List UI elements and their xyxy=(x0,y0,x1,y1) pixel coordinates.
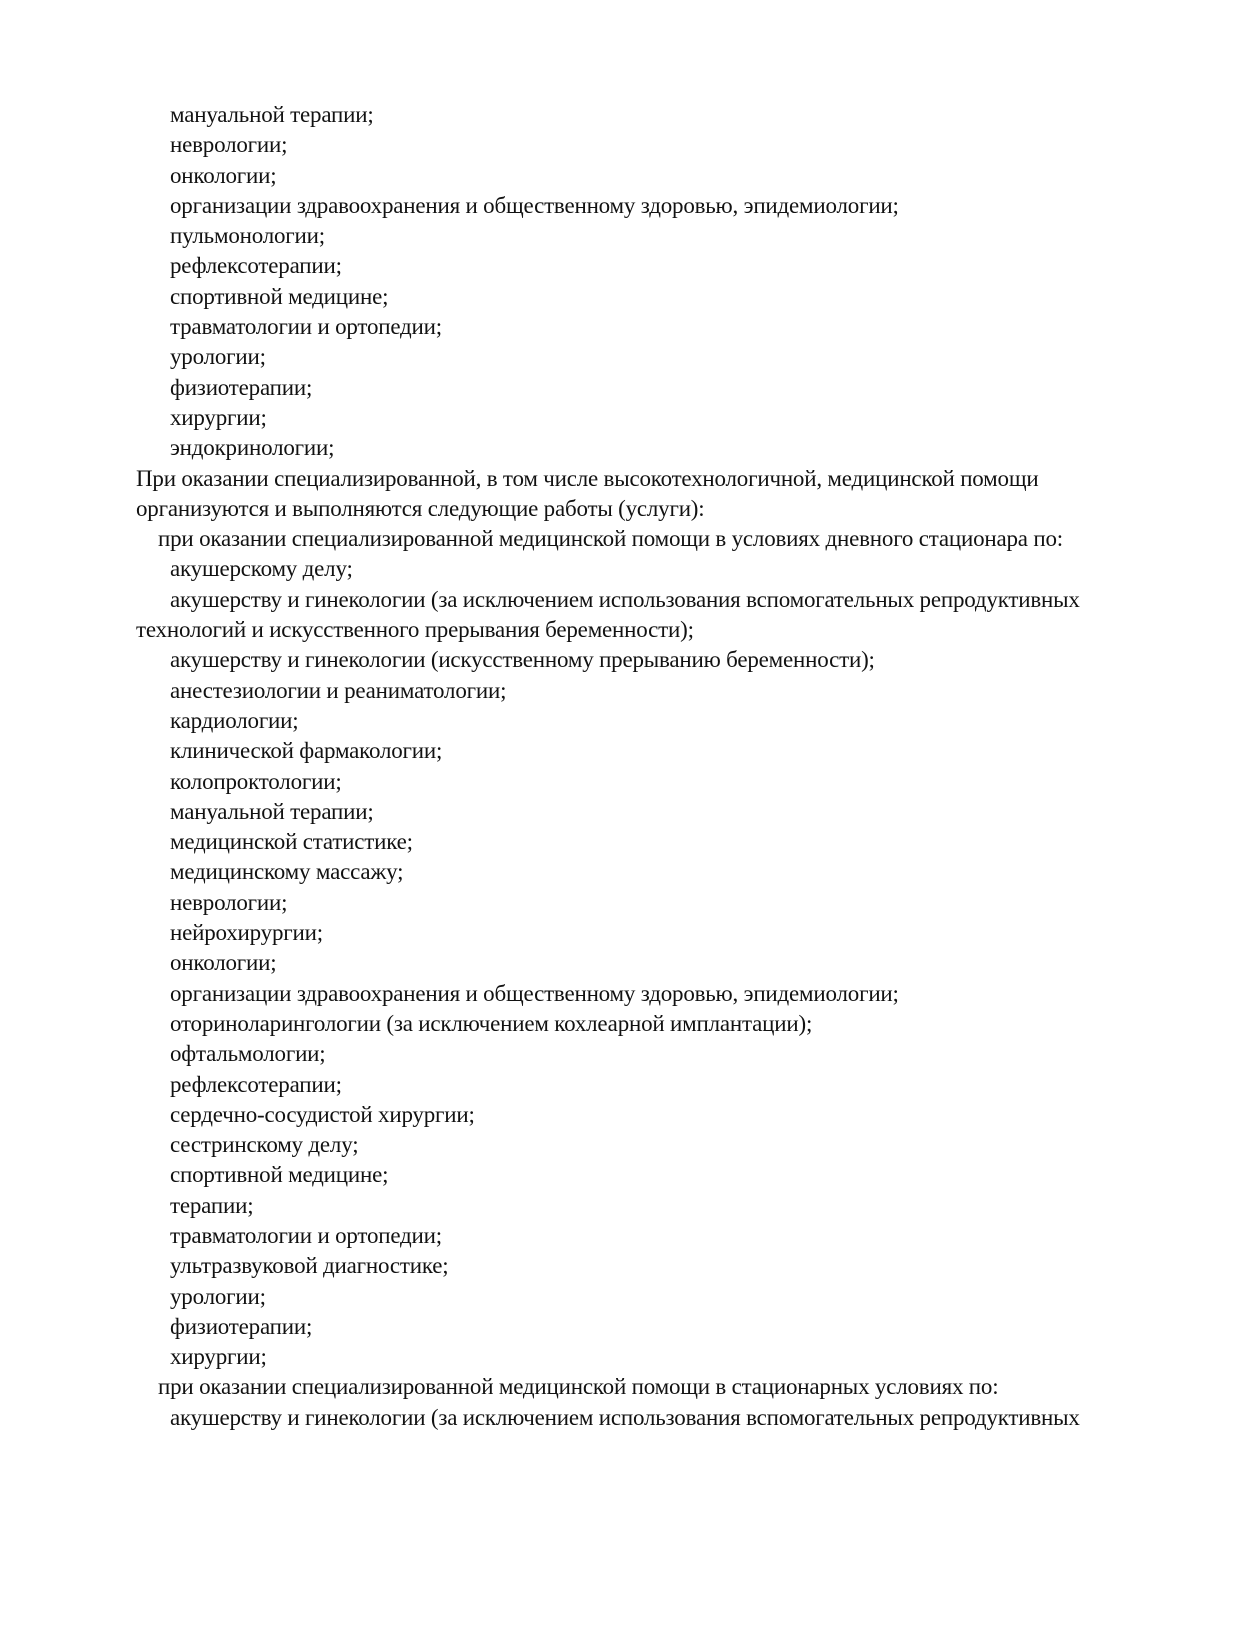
text-line: оториноларингологии (за исключением кохлеарной имплантации); xyxy=(170,1010,813,1036)
text-line: онкологии; xyxy=(170,950,277,976)
text-line: ультразвуковой диагностике; xyxy=(170,1253,449,1279)
text-line: неврологии; xyxy=(170,889,288,915)
text-line: спортивной медицине; xyxy=(170,283,389,309)
text-line: организуются и выполняются следующие работы (услуги): xyxy=(136,495,705,521)
text-line: терапии; xyxy=(170,1192,254,1218)
text-line: кардиологии; xyxy=(170,707,299,733)
text-line: онкологии; xyxy=(170,162,277,188)
text-line: организации здравоохранения и общественному здоровью, эпидемиологии; xyxy=(170,980,899,1006)
text-line: При оказании специализированной, в том числе высокотехнологичной, медицинской помощи xyxy=(136,465,1039,491)
text-line: хирургии; xyxy=(170,404,267,430)
text-line: сердечно-сосудистой хирургии; xyxy=(170,1101,475,1127)
text-line: спортивной медицине; xyxy=(170,1162,389,1188)
text-line: технологий и искусственного прерывания беременности); xyxy=(136,617,694,643)
text-line: хирургии; xyxy=(170,1344,267,1370)
text-line: анестезиологии и реаниматологии; xyxy=(170,677,507,703)
text-line: травматологии и ортопедии; xyxy=(170,1222,442,1248)
text-line: травматологии и ортопедии; xyxy=(170,314,442,340)
text-line: акушерскому делу; xyxy=(170,556,353,582)
text-line: урологии; xyxy=(170,1283,266,1309)
text-line: медицинской статистике; xyxy=(170,829,413,855)
text-line: физиотерапии; xyxy=(170,1313,313,1339)
text-line: физиотерапии; xyxy=(170,374,313,400)
text-line: сестринскому делу; xyxy=(170,1132,359,1158)
text-line: мануальной терапии; xyxy=(170,102,374,127)
text-line: организации здравоохранения и общественному здоровью, эпидемиологии; xyxy=(170,192,899,218)
text-line: медицинскому массажу; xyxy=(170,859,404,885)
text-line: урологии; xyxy=(170,344,266,370)
text-line: акушерству и гинекологии (за исключением использования вспомогательных репродуктивных xyxy=(170,1404,1080,1430)
text-line: колопроктологии; xyxy=(170,768,342,794)
text-line: нейрохирургии; xyxy=(170,920,323,946)
text-line: неврологии; xyxy=(170,132,288,158)
text-line: рефлексотерапии; xyxy=(170,253,342,279)
text-line: клинической фармакологии; xyxy=(170,738,443,764)
text-line: пульмонологии; xyxy=(170,223,325,249)
text-line: акушерству и гинекологии (искусственному прерыванию беременности); xyxy=(170,647,875,673)
text-line: рефлексотерапии; xyxy=(170,1071,342,1097)
document-text xyxy=(136,100,1156,1433)
text-line: эндокринологии; xyxy=(170,435,335,461)
text-line: мануальной терапии; xyxy=(170,798,374,824)
text-line: офтальмологии; xyxy=(170,1041,326,1067)
text-line: при оказании специализированной медицинской помощи в условиях дневного стационара по: xyxy=(158,526,1063,552)
text-line: акушерству и гинекологии (за исключением использования вспомогательных репродуктивных xyxy=(170,586,1080,612)
text-line: при оказании специализированной медицинской помощи в стационарных условиях по: xyxy=(158,1374,999,1400)
